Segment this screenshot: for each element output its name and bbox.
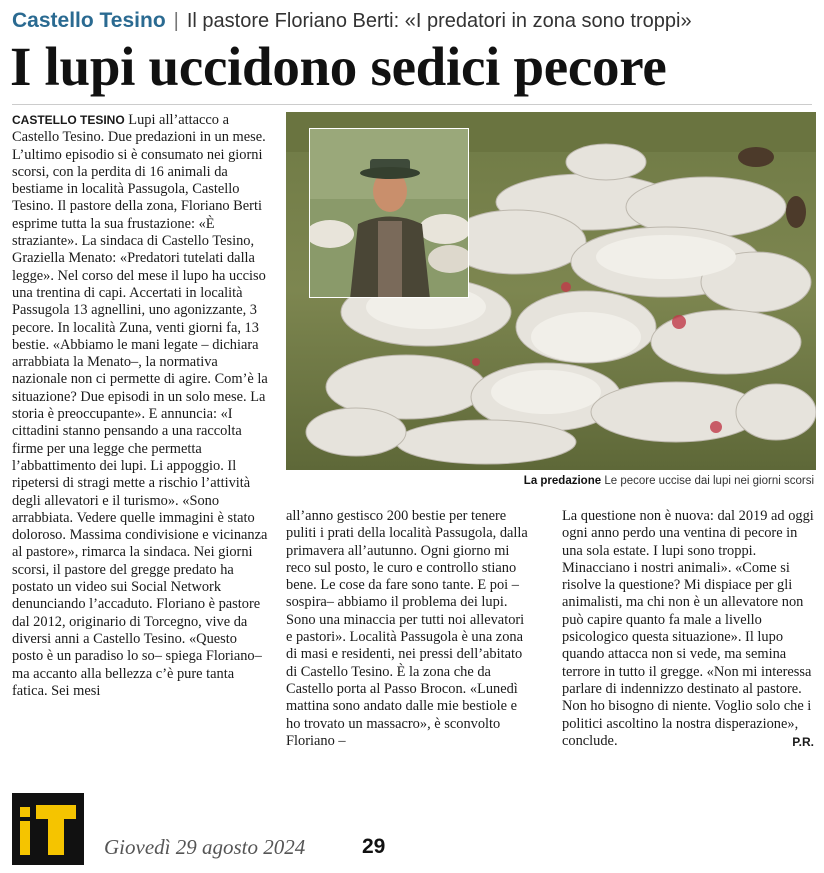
lead-location: CASTELLO TESINO xyxy=(12,113,125,127)
article-column-3 xyxy=(562,508,814,751)
caption-label: La predazione xyxy=(523,475,602,487)
kicker-subtitle: Il pastore Floriano Berti: «I predatori in zona sono troppi» xyxy=(186,10,692,32)
newspaper-logo xyxy=(12,793,84,865)
issue-date: Giovedì 29 agosto 2024 xyxy=(104,835,306,859)
kicker xyxy=(12,6,812,36)
column-3-text: La questione non è nuova: dal 2019 ad oggi ogni anno perdo una ventina di pecore in una sola estate. I lupi sono troppi. Minacciano i nostri animali». «Come si risolve la questione? Mi dispiace per gli animalisti, ma chi non è un allevatore non può capire quanto fa male a livello psicologico questa situazione». Il lupo quando attacca non si vede, ma semina terrore in tutto il gregge. «Non mi interessa parlare di indennizzo destinato al pastore. Non ho bisogno di niente. Voglio solo che i politici ascoltino la nostra disperazione», conclude. xyxy=(562,508,814,749)
divider xyxy=(12,104,812,105)
column-1-text: Lupi all’attacco a Castello Tesino. Due predazioni in un mese. L’ultimo episodio si è consumato nei giorni scorsi, con la perdita di 16 animali da bestiame in località Passugola, Castello Tesino. Il pastore della zona, Floriano Berti esprime tutta la sua frustazione: «È straziante». La sindaca di Castello Tesino, Graziella Menato: «Predatori tutelati dalla legge». Nel corso del mese il lupo ha ucciso una trentina di capi. Accertati in località Passugola 13 agnellini, uno agonizzante, 3 pecore. In località Zuna, venti giorni fa, 13 bestie. «Abbiamo le mani legate – dichiara arrabbiata la Menato–, la normativa nazionale non ci permette di agire. Com’è la situazione? Due episodi in un solo mese. La storia è preoccupante». E annuncia: «I cittadini stanno pensando a una raccolta firme per una legge che permetta l’abbattimento dei lupi. Li appoggio. Il ripetersi di stragi mette a rischio l’attività degli allevatori e il turismo». «Sono arrabbiata. Vedere quelle immagini è stato doloroso. Massima condivisione e vicinanza al pastore», rimarca la sindaca. Nei giorni scorsi, il pastore del gregge predato ha postato un video sui Social Network denunciando l’accaduto. Floriano è pastore dal 2012, originario di Torcegno, vive da diversi anni a Castello Tesino. «Questo posto è un paradiso lo so– spiega Floriano– ma accanto alla bellezza c’è pure tanta fatica. Sei mesi xyxy=(12,112,268,699)
page-number: 29 xyxy=(362,835,386,858)
kicker-separator: | xyxy=(173,10,179,32)
article-column-1 xyxy=(12,112,270,772)
headline: I lupi uccidono sedici pecore xyxy=(10,36,667,97)
section-location: Castello Tesino xyxy=(12,9,166,32)
author-signature: P.R. xyxy=(792,734,814,749)
shepherd-portrait xyxy=(309,128,469,298)
column-2-text: all’anno gestisco 200 bestie per tenere puliti i prati della località Passugola, dalla primavera all’autunno. Ogni giorno mi reco sul posto, le curo e controllo stiano bene. Le cose da fare sono tante. E poi – sospira– abbiamo il problema dei lupi. Sono una minaccia per tutti noi allevatori e pastori». Località Passugola è una zona di masi e residenti, nei pressi dell’abitato di Castello Tesino. È la zona che da Castello porta al Passo Brocon. «Lunedì mattina sono andato dalle mie bestiole e ho trovato un massacro», è sconvolto Floriano – xyxy=(286,508,528,749)
article-column-2 xyxy=(286,508,534,750)
photo-caption xyxy=(286,474,814,488)
caption-text: Le pecore uccise dai lupi nei giorni scorsi xyxy=(604,475,814,487)
